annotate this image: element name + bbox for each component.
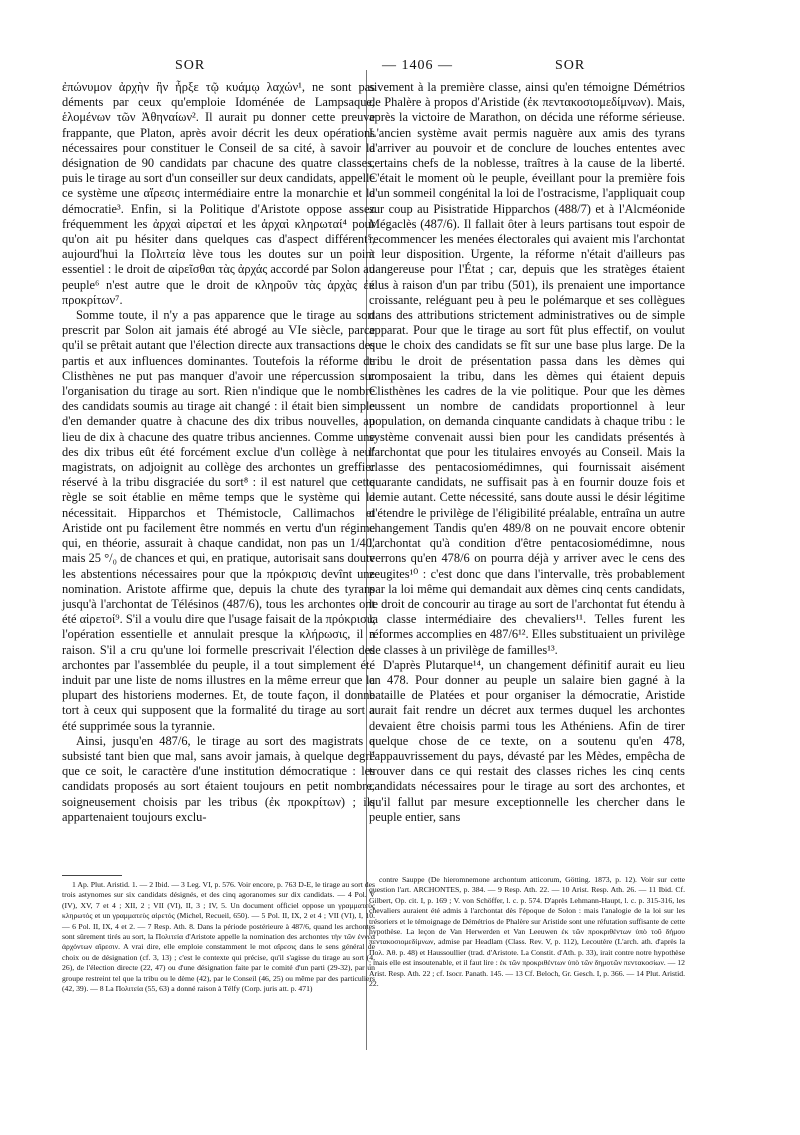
paragraph: sivement à la première classe, ainsi qu'en témoigne Démétrios de Phalère à propos d'Aristide (ἐκ πεντακοσιομεδίμνων). Mais, après la victoire de Marathon, on décida une réforme sérieuse. L'ancien système avait permis naguère aux amis des tyrans d'arriver au pouvoir et de conclure de louches ententes avec certains chefs de la noblesse, traîtres à la cause de la liberté. C'était le moment où le peuple, éveillant pour la première fois d'un sommeil congénital la loi de l'ostracisme, l'appliquait coup sur coup au Pisistratide Hipparchos (488/7) et à l'Alcméonide Mégaclès (487/6). Il fallait ôter à leurs partisans tout espoir de recommencer les menées électorales qui avaient mis l'archontat à leur disposition. Urgente, la réforme n'était d'ailleurs pas dangereuse pour l'État ; car, depuis que les stratèges étaient élus à raison d'un par tribu (501), ils prenaient une importance croissante, reléguant peu à peu le polémarque et ses collègues dans des attributions strictement administratives ou de simple apparat. Pour que le tirage au sort fût plus effectif, on voulut que le choix des candidats se fît sur une base plus large. De la tribu le droit de présentation passa dans les dèmes qui composaient la tribu, dans les dèmes qui étaient depuis Clisthènes les cadres de la vie politique. Pour que les dèmes eussent un nombre de candidats proportionnel à leur population, on demanda cinquante candidats à chaque tribu : le système convenait aussi bien pour les candidats présentés à l'archontat que pour les titulaires envoyés au Conseil. Mais la classe des pentacosiomédimnes, qui fournissait aisément quarante candidats, ne suffisait pas à en fournir douze fois et demie autant. Cette nécessité, sans doute aussi le désir légitime d'étendre le privilège de l'éligibilité préalable, entraîna un autre changement Tandis qu'en 489/8 on ne pouvait encore obtenir l'archontat qu'à condition d'être pentacosiomédimne, nous verrons qu'en 478/6 on pourra déjà y arriver avec le cens des zeugites¹⁰ : c'est donc que dans l'intervalle, très probablement par la loi même qui demandait aux dèmes cinq cents candidats, le droit de concourir au tirage au sort de l'archontat fut étendu à la classe intermédiaire des chevaliers¹¹. Telles furent les réformes accomplies en 487/6¹². Elles substituaient un privilège de classes à un privilège de familles¹³. xyxy=(369,80,685,657)
paragraph: D'après Plutarque¹⁴, un changement définitif aurait eu lieu en 478. Pour donner au peuple un salaire bien gagné à la bataille de Platées et pour organiser la démocratie, Aristide aurait fait rendre un décret aux termes duquel les archontes devaient être choisis parmi tous les Athéniens. Afin de tirer quelque chose de ce texte, on a soutenu qu'en 478, l'appauvrissement du pays, dévasté par les Mèdes, empêcha de trouver dans ce qui restait des classes riches les cinq cents candidats nécessaires pour le tirage au sort des archontes, et qu'il fallut par mesure exceptionnelle les chercher dans le peuple entier, sans xyxy=(369,657,685,824)
left-column xyxy=(62,80,375,825)
paragraph: ἐπώνυμον ἀρχὴν ἣν ἦρξε τῷ κυάμῳ λαχών¹, ne sont pas déments par ceux qu'emploie Idoménée de Lampsaque, ἑλομένων τῶν Ἀθηναίων². Il aurait pu donner cette preuve frappante, que Platon, après avoir décrit les deux opérations nécessaires pour constituer le Conseil de sa cité, à savoir la désignation de 90 candidats par chacune des quatre classes, puis le tirage au sort d'un conseiller sur deux candidats, appelle ce système une αἵρεσις intermédiaire entre la monarchie et la démocratie³. Enfin, si la Politique d'Aristote oppose assez fréquemment les ἀρχαὶ αἱρεταί et les ἀρχαὶ κληρωταί⁴ pour qu'on ait pu hésiter dans quelques cas d'aspect différent⁵, aujourd'hui la Πολιτεία lève tous les doutes sur un point essentiel : le droit de αἱρεῖσθαι τὰς ἀρχάς accordé par Solon au peuple⁶ n'est autre que le droit de κληροῦν τὰς ἀρχὰς ἐκ προκρίτων⁷. xyxy=(62,80,375,307)
footnote-text: 1 Ap. Plut. Aristid. 1. — 2 Ibid. — 3 Leg. VI, p. 576. Voir encore, p. 763 D-E, le tirage au sort des trois astynomes sur six candidats désignés, et des cinq agoranomes sur dix candidats. — 4 Pol. V (IV), XV, 7 et 4 ; XII, 2 ; VII (VI), II, 3 ; IV, 5. Un document officiel oppose un γραμματεὺς κληρωτός et un γραμματεὺς αἱρετός (Michel, Recueil, 650). — 5 Pol. II, IX, 2 et 4 ; VII (VI), I, 10. — 6 Pol. II, IX, 4 et 2. — 7 Resp. Ath. 8. Dans la période postérieure à 487/6, quand les archontes sont sûrement tirés au sort, la Πολιτεία d'Aristote appelle la nomination des archontes τὴν τῶν ἐννέα ἀρχόντων αἵρεσιν. A vrai dire, elle emploie constamment le mot αἵρεσις dans le sens général de choix ou de désignation (cf. 3, 13) ; c'est le contexte qui précise, qu'il s'agisse du tirage au sort (4, 26), de l'élection directe (22, 47) ou d'une désignation faite par le comité d'un parti (29-32), par un groupe restreint tel que la tribu ou le dème (42), par le Conseil (46, 25) ou même par des particuliers (42, 39). — 8 La Πολιτεία (55, 63) a donné raison à Télfy (Corp. juris att. p. 471) xyxy=(62,880,375,994)
page-number: — 1406 — xyxy=(382,58,453,73)
running-head-left: SOR xyxy=(175,58,206,73)
footnote-separator xyxy=(62,875,122,876)
running-head-right: SOR xyxy=(555,58,586,73)
footnote-text: contre Sauppe (De hieromnemone archontum atticorum, Götting. 1873, p. 12). Voir sur cette question l'art. ARCHONTES, p. 384. — 9 Resp. Ath. 22. — 10 Arist. Resp. Ath. 26. — 11 Ibid. Cf. Gilbert, Op. cit. I, p. 169 ; V. von Schöffer, l. c. p. 574. D'après Lehmann-Haupt, l. c. p. 315-316, les chevaliers auraient été admis à l'archontat dès l'époque de Solon : mais l'analogie de la loi sur les trésoriers et le témoignage de Démétrios de Phalère sur Aristide sont une réfutation suffisante de cette hypothèse. La leçon de Van Herwerden et Van Leeuwen ἐκ τῶν προκριθέντων ὑπὸ τοῦ δήμου πεντακοσιομεδίμνων, admise par Headlam (Class. Rev. V, p. 112), Lecoutère (L'arch. ath. d'après la Πολ. Ἀθ. p. 48) et Haussoullier (trad. d'Aristote. La Constit. d'Ath. p. 33), irait contre notre hypothèse ; mais elle est insoutenable, et il faut lire : ἐκ τῶν προκριθέντων ὑπὸ τῶν δημοτῶν πεντακοσίων. — 12 Arist. Resp. Ath. 22 ; cf. Isocr. Panath. 145. — 13 Cf. Beloch, Gr. Gesch. I, p. 366. — 14 Plut. Aristid. 22. xyxy=(369,875,685,989)
footnotes-left xyxy=(62,875,375,994)
right-column xyxy=(369,80,685,825)
paragraph: Ainsi, jusqu'en 487/6, le tirage au sort des magistrats a subsisté tant bien que mal, sans avoir jamais, à quelque degré que ce soit, le caractère d'une institution démocratique : les candidats proposés au sort étaient toujours en petit nombre, soigneusement choisis par les tribus (ἐκ προκρίτων) ; ils appartenaient toujours exclu- xyxy=(62,733,375,824)
footnotes-right xyxy=(369,875,685,989)
paragraph: Somme toute, il n'y a pas apparence que le tirage au sort prescrit par Solon ait jamais été abrogé au VIe siècle, parce qu'il se prêtait autant que l'élection directe aux transactions des partis et aux influences dominantes. Toutefois la réforme de Clisthènes ne put pas manquer d'avoir une répercussion sur l'organisation du tirage au sort. Rien n'indique que le nombre des candidats soumis au tirage ait changé : il était bien simple d'en demander quatre à chacune des dix tribus nouvelles, au lieu de dix à chacune des quatre tribus anciennes. Comme une des dix tribus eût été forcément exclue d'un collège à neuf magistrats, on adjoignit au collège des archontes un greffier réservé à la tribu disgraciée du sort⁸ : il est naturel que cette règle se soit établie en même temps que le système qui la nécessitait. Hipparchos et Thémistocle, Callimachos et Aristide ont pu facilement être nommés en vertu d'un régime qui, en théorie, assurait à chaque candidat, non pas un 1/40, mais 25 °/₀ de chances et qui, en pratique, autorisait sans doute les abstentions nécessaires pour que la πρόκρισις devînt une nomination. Aristote affirme que, depuis la chute des tyrans jusqu'à l'archontat de Télésinos (487/6), tous les archontes ont été αἱρετοί⁹. S'il a voulu dire que l'usage faisait de la πρόκρισις l'opération essentielle et annulait presque la κλήρωσις, il a raison. S'il a cru qu'une loi formelle prescrivait l'élection des archontes par l'assemblée du peuple, il a tout simplement été induit par une liste de noms illustres en la même erreur que la plupart des historiens modernes. Et, de toute façon, il donne tort à ceux qui supposent que la formalité du tirage au sort a été supprimée sous la tyrannie. xyxy=(62,308,375,733)
